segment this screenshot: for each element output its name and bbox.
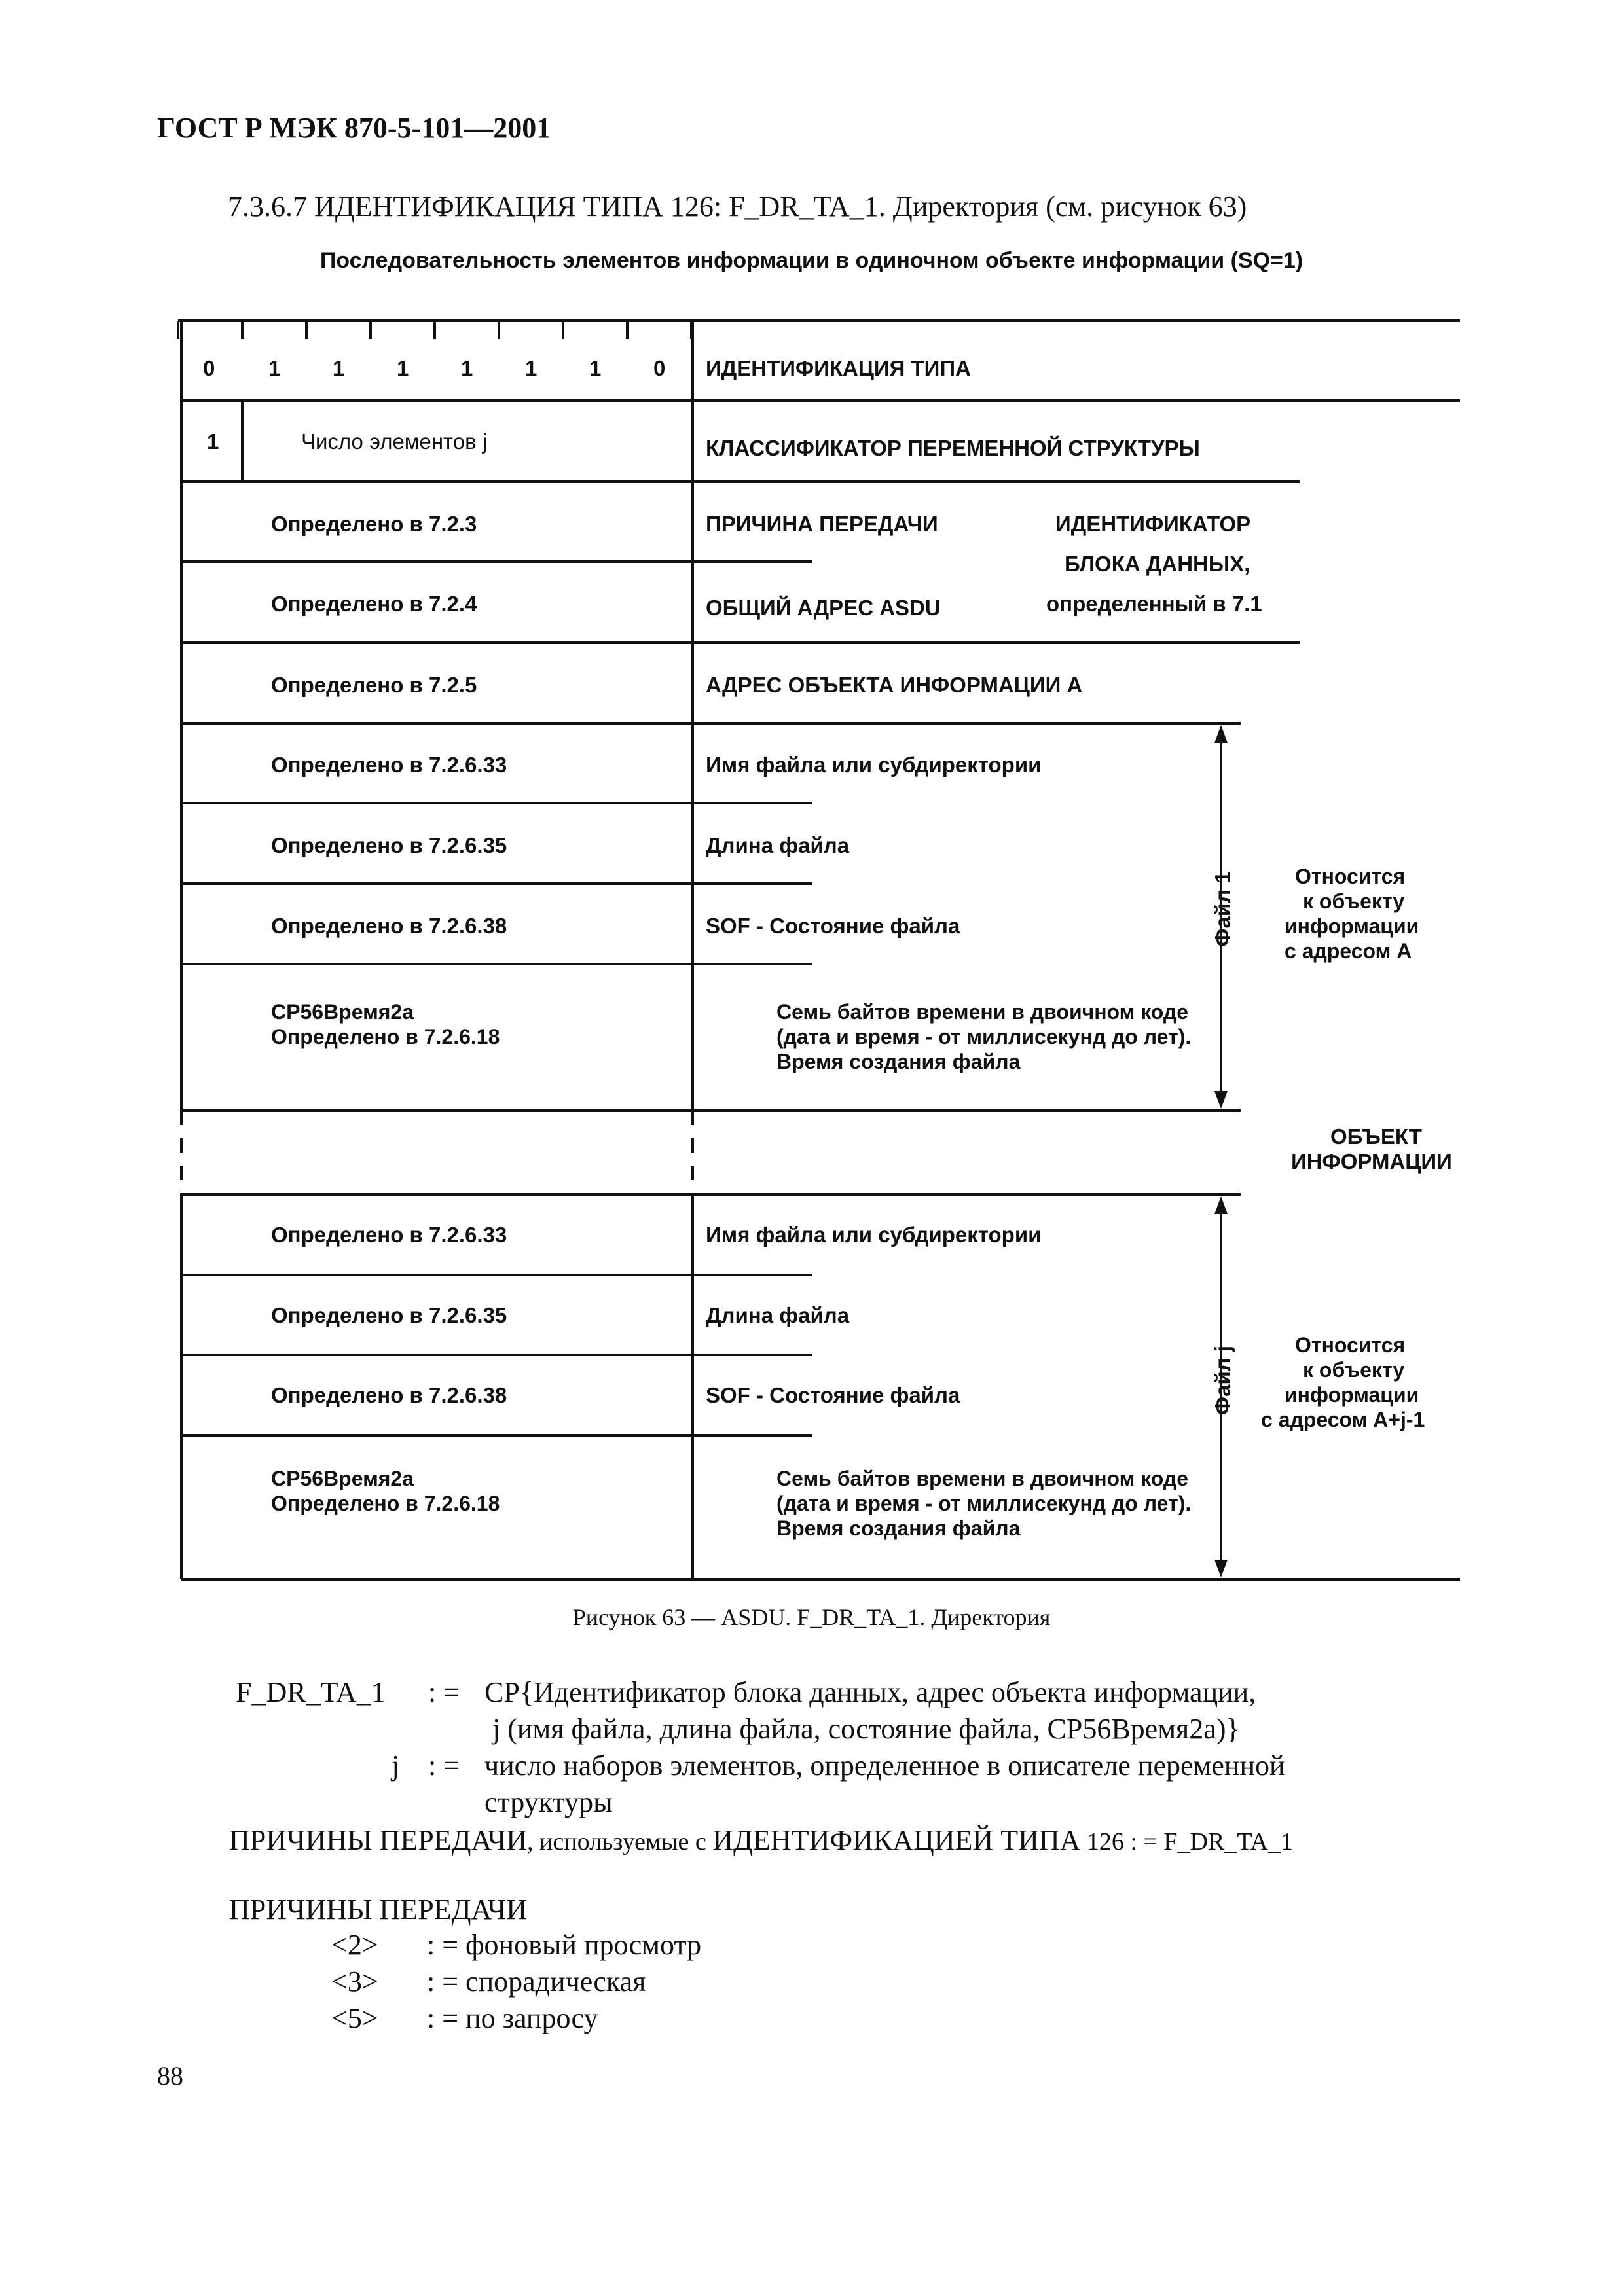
vsq-label: КЛАССИФИКАТОР ПЕРЕМЕННОЙ СТРУКТУРЫ — [706, 436, 1200, 460]
filej-length-label: Длина файла — [706, 1303, 850, 1327]
filej-sof-definition: Определено в 7.2.6.38 — [271, 1383, 507, 1407]
ioa-label: АДРЕС ОБЪЕКТА ИНФОРМАЦИИ А — [706, 673, 1083, 697]
formula-op-2: : = — [428, 1749, 460, 1782]
bit-7: 1 — [268, 356, 281, 380]
cot-usage-mid: , используемые с — [527, 1828, 713, 1856]
file1-time-line-3: Время создания файла — [776, 1050, 1021, 1073]
object-label-line-2: ИНФОРМАЦИИ — [1291, 1149, 1452, 1174]
filej-name-definition: Определено в 7.2.6.33 — [271, 1223, 507, 1247]
file1-time-line-2: (дата и время - от миллисекунд до лет). — [776, 1025, 1192, 1049]
file1-relates-line-3: информации — [1285, 914, 1419, 938]
filej-relates-line-1: Относится — [1295, 1333, 1406, 1357]
bit-4: 1 — [461, 356, 473, 380]
file1-relates-line-4: с адресом А — [1285, 939, 1412, 963]
formula-lhs-1: F_DR_TA_1 — [236, 1676, 386, 1708]
bit-2: 1 — [589, 356, 602, 380]
filej-time-line-3: Время создания файла — [776, 1516, 1021, 1540]
num-elements-label: Число элементов j — [301, 429, 488, 454]
file1-time-definition: Определено в 7.2.6.18 — [271, 1025, 500, 1049]
file1-relates-line-2: к объекту — [1303, 889, 1405, 913]
bit-5: 1 — [397, 356, 409, 380]
formula-rhs-1-line-1: CP{Идентификатор блока данных, адрес объекта информации, — [484, 1676, 1256, 1708]
figure-top-caption: Последовательность элементов информации в одиночном объекте информации (SQ=1) — [319, 248, 1304, 273]
cot-definition: Определено в 7.2.3 — [271, 512, 477, 536]
cause-code-3: <3> — [331, 1965, 378, 1998]
file1-relates-line-1: Относится — [1295, 865, 1406, 888]
formula-lhs-2: j — [392, 1749, 400, 1782]
filej-sof-label: SOF - Состояние файла — [706, 1383, 960, 1407]
filej-relates-line-3: информации — [1285, 1383, 1419, 1407]
asdu-label: ОБЩИЙ АДРЕС ASDU — [706, 596, 941, 620]
cot-usage-line — [229, 1823, 1293, 1857]
file1-time-line-1: Семь байтов времени в двоичном коде — [776, 1000, 1189, 1024]
bit-3: 1 — [525, 356, 538, 380]
cause-text-2: : = фоновый просмотр — [427, 1929, 702, 1961]
filej-time-line-1: Семь байтов времени в двоичном коде — [776, 1467, 1189, 1490]
cause-text-3: : = спорадическая — [427, 1965, 646, 1998]
filej-time-name: CP56Время2а — [271, 1467, 414, 1490]
file1-name-definition: Определено в 7.2.6.33 — [271, 753, 507, 777]
section-title: 7.3.6.7 ИДЕНТИФИКАЦИЯ ТИПА 126: F_DR_TA_1. Директория (см. рисунок 63) — [228, 190, 1247, 223]
filej-time-definition: Определено в 7.2.6.18 — [271, 1492, 500, 1515]
bit-6: 1 — [333, 356, 345, 380]
file1-sof-definition: Определено в 7.2.6.38 — [271, 914, 507, 938]
page-number: 88 — [157, 2061, 183, 2090]
formula-rhs-1-line-2: j (имя файла, длина файла, состояние файла, CP56Время2а)} — [492, 1713, 1240, 1745]
cot-usage-caps-1: ПРИЧИНЫ ПЕРЕДАЧИ — [229, 1824, 528, 1856]
asdu-definition: Определено в 7.2.4 — [271, 592, 477, 616]
cause-text-5: : = по запросу — [427, 2002, 598, 2034]
document-header: ГОСТ Р МЭК 870-5-101—2001 — [157, 112, 551, 144]
ioa-definition: Определено в 7.2.5 — [271, 673, 477, 697]
formula-op-1: : = — [428, 1676, 460, 1708]
cot-usage-tail: 126 : = F_DR_TA_1 — [1080, 1828, 1293, 1856]
file1-length-label: Длина файла — [706, 833, 850, 857]
file1-name-label: Имя файла или субдиректории — [706, 753, 1042, 777]
dui-line-3: определенный в 7.1 — [1046, 592, 1262, 616]
cot-usage-caps-2: ИДЕНТИФИКАЦИЕЙ ТИПА — [712, 1824, 1081, 1856]
figure-caption: Рисунок 63 — ASDU. F_DR_TA_1. Директория — [572, 1604, 1051, 1630]
file1-time-name: CP56Время2а — [271, 1000, 414, 1024]
formula-rhs-2-line-1: число наборов элементов, определенное в описателе переменной — [484, 1749, 1285, 1782]
formula-rhs-2-line-2: структуры — [484, 1786, 613, 1818]
filej-relates-line-2: к объекту — [1303, 1358, 1405, 1382]
filej-length-definition: Определено в 7.2.6.35 — [271, 1303, 507, 1327]
object-label-line-1: ОБЪЕКТ — [1330, 1124, 1422, 1149]
filej-side-label: Файл j — [1211, 1345, 1235, 1416]
filej-time-line-2: (дата и время - от миллисекунд до лет). — [776, 1492, 1192, 1515]
bit-8: 0 — [203, 356, 215, 380]
sq-bit: 1 — [207, 429, 219, 454]
file1-side-label: Файл 1 — [1211, 871, 1235, 947]
cause-code-5: <5> — [331, 2002, 378, 2034]
filej-name-label: Имя файла или субдиректории — [706, 1223, 1042, 1247]
cot-label: ПРИЧИНА ПЕРЕДАЧИ — [706, 512, 938, 536]
file1-sof-label: SOF - Состояние файла — [706, 914, 960, 938]
dui-line-1: ИДЕНТИФИКАТОР — [1055, 512, 1251, 536]
filej-relates-line-4: с адресом А+j-1 — [1261, 1408, 1425, 1431]
file1-length-definition: Определено в 7.2.6.35 — [271, 833, 507, 857]
type-id-label: ИДЕНТИФИКАЦИЯ ТИПА — [706, 356, 971, 380]
cause-code-2: <2> — [331, 1929, 378, 1961]
cot-heading: ПРИЧИНЫ ПЕРЕДАЧИ — [229, 1893, 528, 1926]
dui-line-2: БЛОКА ДАННЫХ, — [1065, 552, 1250, 576]
bit-1: 0 — [653, 356, 666, 380]
